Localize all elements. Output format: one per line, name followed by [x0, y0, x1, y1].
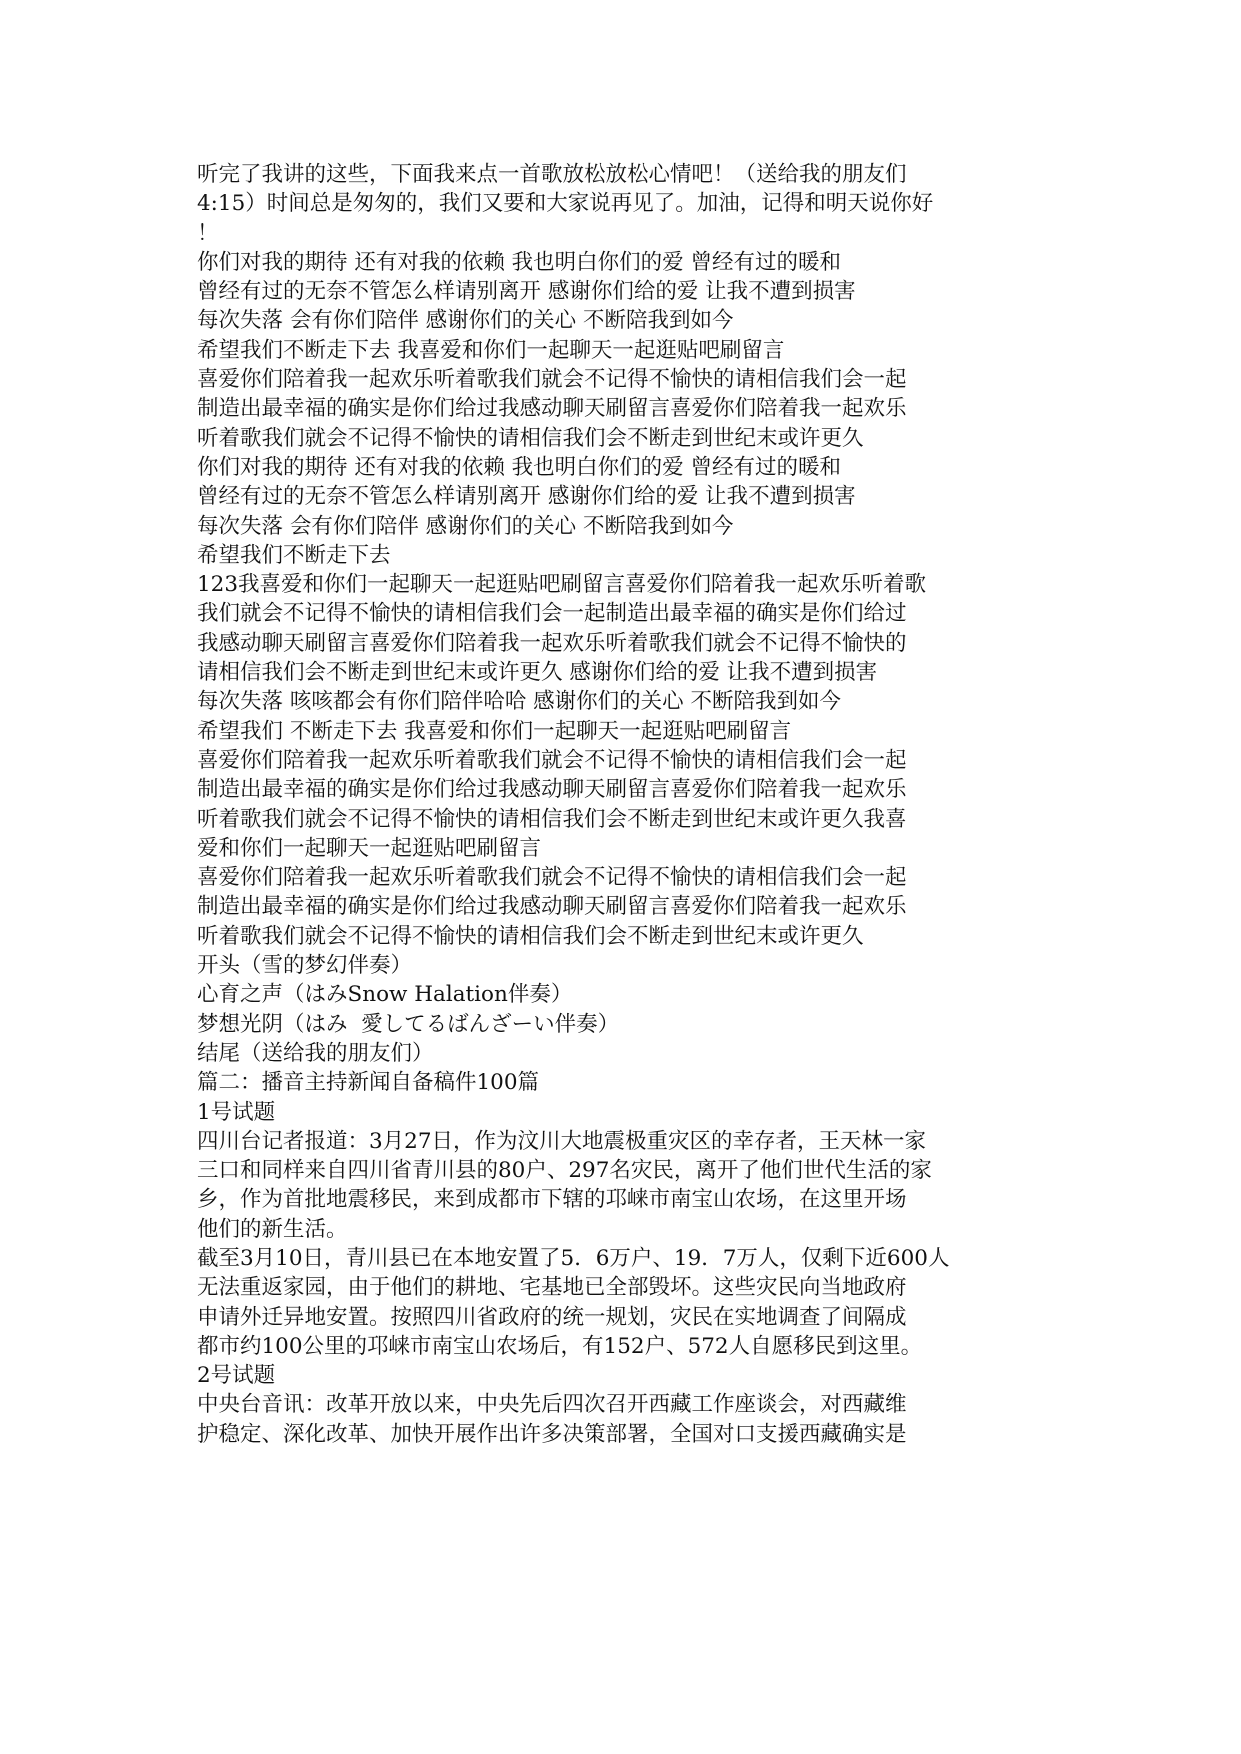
text-line: 4:15）时间总是匆匆的，我们又要和大家说再见了。加油，记得和明天说你好: [197, 191, 934, 217]
lyrics-line: 每次失落 咳咳都会有你们陪伴哈哈 感谢你们的关心 不断陪我到如今: [197, 689, 842, 715]
lyrics-line: 爱和你们一起聊天一起逛贴吧刷留言: [197, 835, 542, 861]
question-heading: 1号试题: [197, 1099, 276, 1125]
text-line: 无法重返家园，由于他们的耕地、宅基地已全部毁坏。这些灾民向当地政府: [197, 1275, 907, 1301]
lyrics-line: 听着歌我们就会不记得不愉快的请相信我们会不断走到世纪末或许更久: [197, 923, 864, 949]
text-line: 截至3月10日，青川县已在本地安置了5．6万户、19．7万人，仅剩下近600人: [197, 1245, 950, 1271]
text-line: 四川台记者报道：3月27日，作为汶川大地震极重灾区的幸存者，王天林一家: [197, 1128, 927, 1154]
lyrics-line: 每次失落 会有你们陪伴 感谢你们的关心 不断陪我到如今: [197, 308, 734, 334]
lyrics-line: 喜爱你们陪着我一起欢乐听着歌我们就会不记得不愉快的请相信我们会一起: [197, 367, 907, 393]
question-heading: 2号试题: [197, 1363, 276, 1389]
lyrics-line: 每次失落 会有你们陪伴 感谢你们的关心 不断陪我到如今: [197, 513, 734, 539]
text-line: 三口和同样来自四川省青川县的80户、297名灾民，离开了他们世代生活的家: [197, 1158, 932, 1184]
lyrics-line: 希望我们 不断走下去 我喜爱和你们一起聊天一起逛贴吧刷留言: [197, 718, 792, 744]
lyrics-line: 希望我们不断走下去 我喜爱和你们一起聊天一起逛贴吧刷留言: [197, 337, 785, 363]
text-line: 乡，作为首批地震移民，来到成都市下辖的邛崃市南宝山农场，在这里开场: [197, 1187, 907, 1213]
text-line: 护稳定、深化改革、加快开展作出许多决策部署，全国对口支援西藏确实是: [197, 1421, 907, 1447]
lyrics-line: 喜爱你们陪着我一起欢乐听着歌我们就会不记得不愉快的请相信我们会一起: [197, 747, 907, 773]
lyrics-line: 你们对我的期待 还有对我的依赖 我也明白你们的爱 曾经有过的暖和: [197, 249, 842, 275]
program-item: 心育之声（はみSnow Halation伴奏）: [197, 982, 573, 1008]
lyrics-line: 曾经有过的无奈不管怎么样请别离开 感谢你们给的爱 让我不遭到损害: [197, 484, 856, 510]
section-heading: 篇二：播音主持新闻自备稿件100篇: [197, 1070, 540, 1096]
lyrics-line: 曾经有过的无奈不管怎么样请别离开 感谢你们给的爱 让我不遭到损害: [197, 279, 856, 305]
lyrics-line: 制造出最幸福的确实是你们给过我感动聊天刷留言喜爱你们陪着我一起欢乐: [197, 396, 907, 422]
document-body: [197, 160, 1057, 1449]
lyrics-line: 你们对我的期待 还有对我的依赖 我也明白你们的爱 曾经有过的暖和: [197, 454, 842, 480]
program-item: 结尾（送给我的朋友们）: [197, 1040, 434, 1066]
text-line: 都市约100公里的邛崃市南宝山农场后，有152户、572人自愿移民到这里。: [197, 1333, 923, 1359]
lyrics-line: 请相信我们会不断走到世纪末或许更久 感谢你们给的爱 让我不遭到损害: [197, 660, 878, 686]
program-item: 梦想光阴（はみ 愛してるばんざーい伴奏）: [197, 1011, 620, 1037]
lyrics-line: 制造出最幸福的确实是你们给过我感动聊天刷留言喜爱你们陪着我一起欢乐: [197, 894, 907, 920]
lyrics-line: 制造出最幸福的确实是你们给过我感动聊天刷留言喜爱你们陪着我一起欢乐: [197, 777, 907, 803]
text-line: 他们的新生活。: [197, 1216, 348, 1242]
text-line: 申请外迁异地安置。按照四川省政府的统一规划，灾民在实地调查了间隔成: [197, 1304, 907, 1330]
lyrics-line: 喜爱你们陪着我一起欢乐听着歌我们就会不记得不愉快的请相信我们会一起: [197, 865, 907, 891]
lyrics-line: 123我喜爱和你们一起聊天一起逛贴吧刷留言喜爱你们陪着我一起欢乐听着歌: [197, 572, 927, 598]
lyrics-line: 听着歌我们就会不记得不愉快的请相信我们会不断走到世纪末或许更久: [197, 425, 864, 451]
text-line: 听完了我讲的这些，下面我来点一首歌放松放松心情吧！（送给我的朋友们: [197, 162, 907, 187]
text-line: 中央台音讯：改革开放以来，中央先后四次召开西藏工作座谈会，对西藏维: [197, 1392, 907, 1418]
lyrics-line: 听着歌我们就会不记得不愉快的请相信我们会不断走到世纪末或许更久我喜: [197, 806, 907, 832]
lyrics-line: 我们就会不记得不愉快的请相信我们会一起制造出最幸福的确实是你们给过: [197, 601, 907, 627]
program-item: 开头（雪的梦幻伴奏）: [197, 953, 413, 979]
text-line: ！: [197, 220, 219, 246]
lyrics-line: 希望我们不断走下去: [197, 542, 391, 568]
lyrics-line: 我感动聊天刷留言喜爱你们陪着我一起欢乐听着歌我们就会不记得不愉快的: [197, 630, 907, 656]
